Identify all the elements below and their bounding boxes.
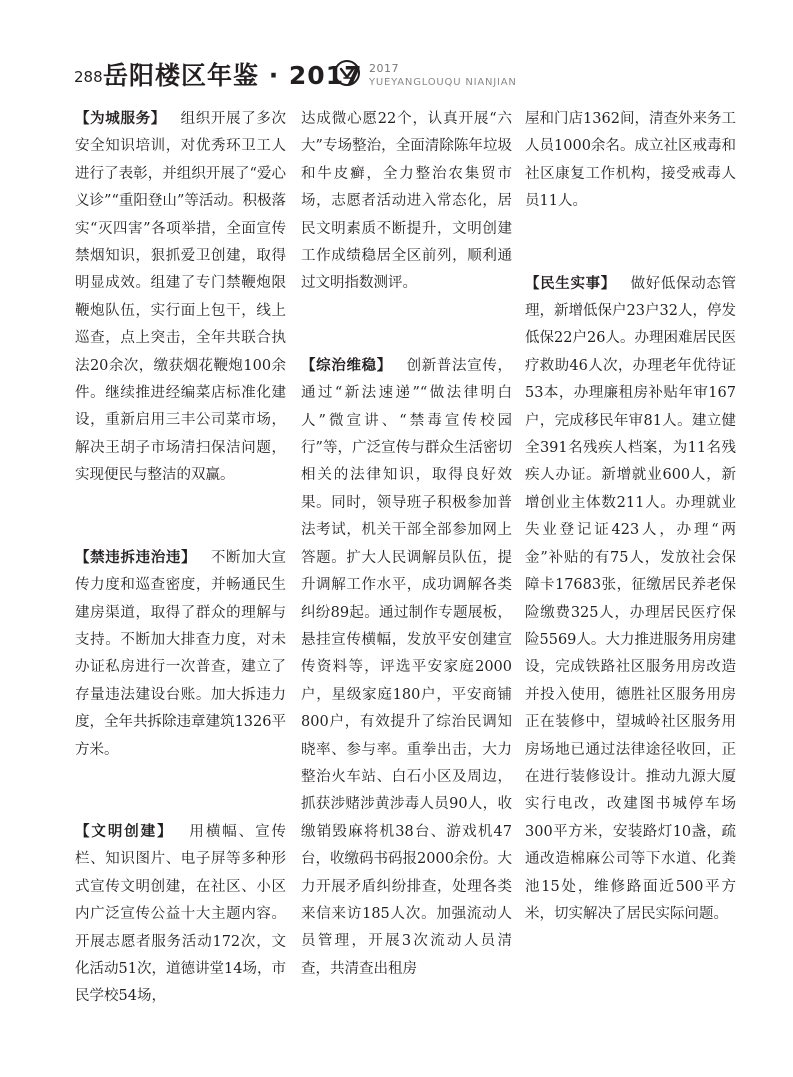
page-header — [0, 0, 793, 100]
section-label-weijian: 【禁违拆违治违】 — [75, 549, 197, 566]
paragraph-text: 做好低保动态管理，新增低保户23户32人，停发低保22户26人。办理困难居民医疗救助46人次，办理老年优待证53本，办理廉租房补贴年审167户，完成移民年审81人。建立健全391名残疾人档案，为11名残疾人办证。新增就业600人，新增创业主体数211人。办理就业失业登记证423人，办理“两金”补贴的有75人，发放社会保障卡17683张，征缴居民养老保险缴费325人，办理居民医疗保险5569人。大力推进服务用房建设，完成铁路社区服务用房改造并投入使用，德胜社区服务用房正在装修中，望城岭社区服务用房场地已通过法律途径收回，正在进行装修设计。推动九源大厦实行电改，改建图书城停车场300平方米，安装路灯10盏，疏通改造棉麻公司等下水道、化粪池15处，维修路面近500平方米，切实解决了居民实际问题。 — [525, 275, 737, 922]
section-label-wenming: 【文明创建】 — [75, 823, 174, 840]
paragraph-text: 用横幅、宣传栏、知识图片、电子屏等多种形式宣传文明创建，在社区、小区内广泛宣传公益十大主题内容。开展志愿者服务活动172次，文化活动51次，道德讲堂14场，市民学校54场， — [75, 823, 286, 1005]
paragraph-zongzhi-cont — [525, 106, 736, 216]
section-label-zongzhi: 【综治维稳】 — [301, 357, 392, 374]
section-label-minsheng: 【民生实事】 — [525, 275, 616, 292]
paragraph-text: 屋和门店1362间，清查外来务工人员1000余名。成立社区戒毒和社区康复工作机构，接受戒毒人员11人。 — [525, 111, 736, 210]
paragraph-weijian — [75, 545, 286, 764]
paragraph-zongzhi — [301, 353, 512, 983]
paragraph-wenming — [75, 819, 286, 1011]
text-column-3 — [525, 106, 736, 1046]
paragraph-wenming-cont — [301, 106, 512, 298]
book-title: 岳阳楼区年鉴 · 2017 — [103, 61, 363, 90]
text-column-1 — [75, 106, 286, 1046]
page-number: 288 — [74, 68, 103, 86]
paragraph-minsheng — [525, 271, 736, 929]
header-year: 2017 — [369, 62, 399, 75]
section-label-chengshi: 【为城服务】 — [75, 111, 166, 127]
paragraph-text: 组织开展了多次安全知识培训，对优秀环卫工人进行了表彰，并组织开展了“爱心义诊”“重阳登山”等活动。积极落实“灭四害”各项举措，全面宣传禁烟知识，狠抓爱卫创建，取得明显成效。组建了专门禁鞭炮限鞭炮队伍，实行面上包干，线上巡查，点上突击，全年共联合执法20余次，缴获烟花鞭炮100余件。继续推进经编菜店标准化建设，重新启用三丰公司菜市场，解决王胡子市场清扫保洁问题，实现便民与整洁的双赢。 — [75, 111, 287, 484]
header-pinyin: YUEYANGLOUQU NIANJIAN — [369, 77, 517, 88]
paragraph-text: 不断加大宣传力度和巡查密度，并畅通民生建房渠道，取得了群众的理解与支持。不断加大排查力度，对未办证私房进行一次普查，建立了存量违法建设台账。加大拆违力度，全年共拆除违章建筑1326平方米。 — [75, 549, 287, 758]
yearbook-logo-icon — [333, 59, 361, 87]
paragraph-text: 达成微心愿22个，认真开展“六大”专场整治，全面清除陈年垃圾和牛皮癣，全力整治农集贸市场，志愿者活动进入常态化，居民文明素质不断提升，文明创建工作成绩稳居全区前列，顺利通过文明指数测评。 — [301, 111, 512, 292]
text-column-2 — [301, 106, 512, 1046]
paragraph-text: 创新普法宣传，通过“新法速递”“做法律明白人”微宣讲、“禁毒宣传校园行”等，广泛宣传与群众生活密切相关的法律知识，取得良好效果。同时，领导班子积极参加普法考试，机关干部全部参加网上答题。扩大人民调解员队伍，提升调解工作水平，成功调解各类纠纷89起。通过制作专题展板，悬挂宣传横幅，发放平安创建宣传资料等，评选平安家庭2000户，星级家庭180户，平安商铺800户，有效提升了综治民调知晓率、参与率。重拳出击，大力整治火车站、白石小区及周边，抓获涉赌涉黄涉毒人员90人，收缴销毁麻将机38台、游戏机47台，收缴码书码报2000余份。大力开展矛盾纠纷排查，处理各类来信来访185人次。加强流动人员管理，开展3次流动人员清查，共清查出租房 — [301, 357, 513, 977]
paragraph-chengshi — [75, 106, 286, 490]
